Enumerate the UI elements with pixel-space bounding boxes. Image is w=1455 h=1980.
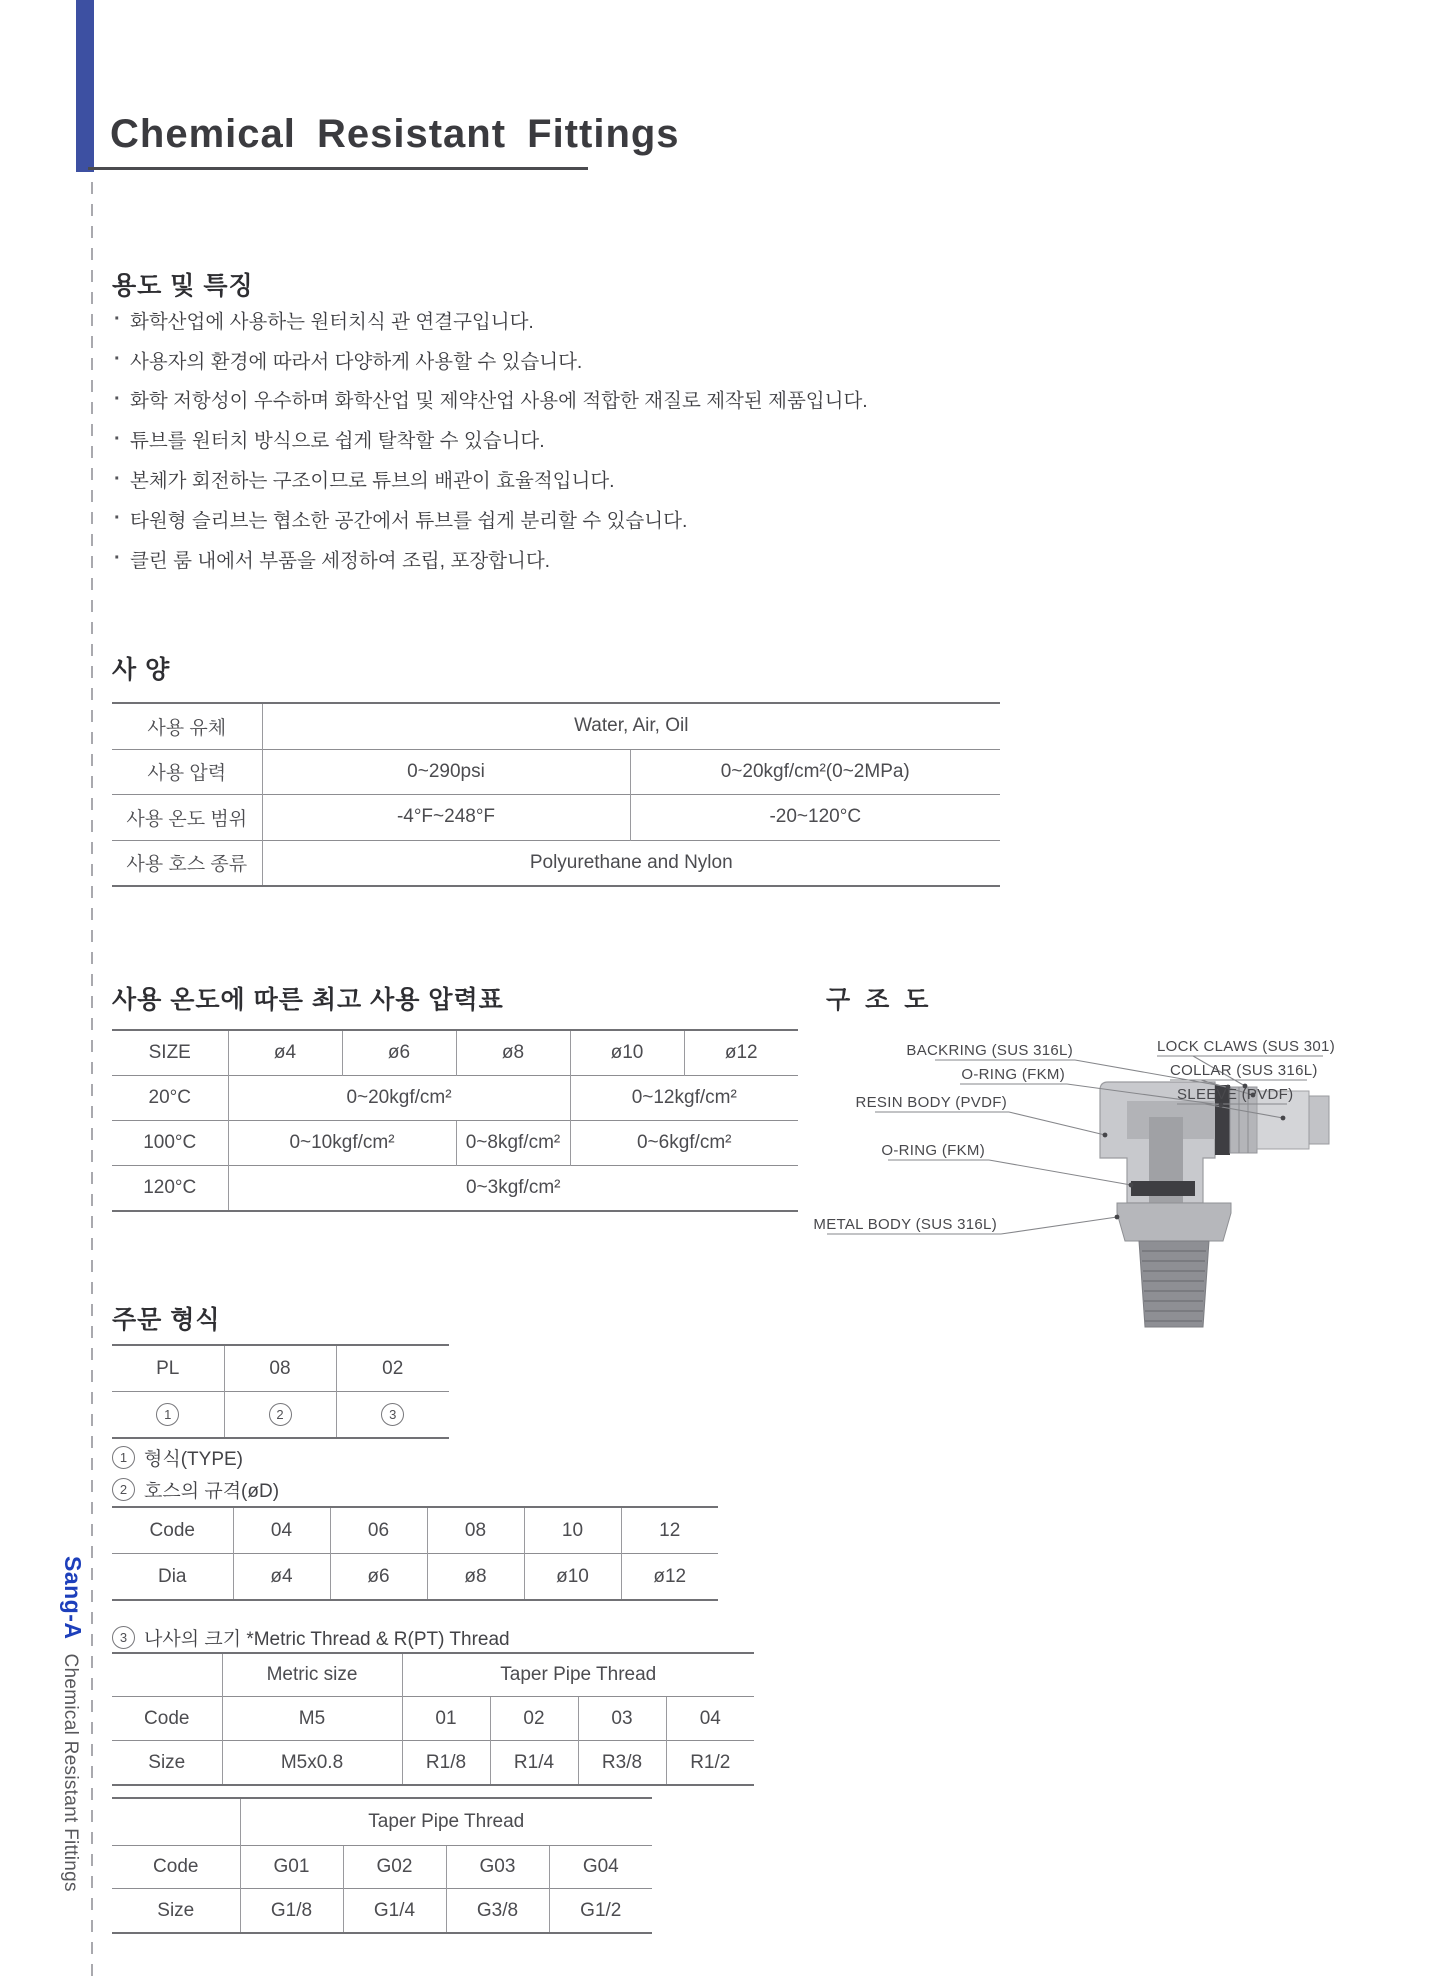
brand-logo-text: Sang-A xyxy=(60,1556,86,1640)
table-header-row xyxy=(112,1653,754,1697)
feature-text: 튜브를 원터치 방식으로 쉽게 탈착할 수 있습니다. xyxy=(130,430,545,453)
dia-cell: ø4 xyxy=(233,1554,330,1601)
sidebar-caption: Chemical Resistant Fittings xyxy=(60,1653,81,1892)
label-collar: COLLAR (SUS 316L) xyxy=(1170,1062,1318,1079)
table-row xyxy=(112,840,1000,886)
label-backring: BACKRING (SUS 316L) xyxy=(906,1042,1073,1059)
code-cell: 10 xyxy=(524,1507,621,1554)
order-pos-3 xyxy=(336,1392,449,1439)
spec-value-temp-c: -20~120°C xyxy=(630,795,1000,841)
dia-cell: ø12 xyxy=(621,1554,718,1601)
structure-heading: 구 조 도 xyxy=(826,986,933,1014)
circled-number: 2 xyxy=(112,1478,135,1501)
code-cell: 08 xyxy=(427,1507,524,1554)
order-code-thread: 02 xyxy=(336,1345,449,1392)
order-example-table xyxy=(112,1344,449,1439)
col-header-d8: ø8 xyxy=(456,1030,570,1076)
note-text: 나사의 크기 *Metric Thread & R(PT) Thread xyxy=(144,1628,510,1650)
g-code-cell: G04 xyxy=(549,1846,652,1889)
thread-size-cell: M5x0.8 xyxy=(222,1741,402,1786)
label-resin-body: RESIN BODY (PVDF) xyxy=(855,1094,1007,1111)
bullet-dot: · xyxy=(114,308,121,331)
table-row xyxy=(112,1741,754,1786)
thread-size-cell: R3/8 xyxy=(578,1741,666,1786)
col-header-d4: ø4 xyxy=(228,1030,342,1076)
feature-text: 클린 룸 내에서 부품을 세정하여 조립, 포장합니다. xyxy=(130,549,551,572)
list-item xyxy=(114,539,1364,579)
g-code-cell: G01 xyxy=(240,1846,343,1889)
circled-number: 1 xyxy=(156,1403,179,1426)
circled-number: 3 xyxy=(381,1403,404,1426)
accent-bar xyxy=(76,0,94,172)
features-heading: 용도 및 특징 xyxy=(112,272,254,300)
pressure-cell: 0~12kgf/cm² xyxy=(570,1076,798,1121)
order-pos-1 xyxy=(112,1392,224,1439)
label-sleeve: SLEEVE (PVDF) xyxy=(1177,1086,1294,1103)
spec-value-fluid: Water, Air, Oil xyxy=(262,703,1000,749)
dia-cell: ø8 xyxy=(427,1554,524,1601)
g-thread-table xyxy=(112,1797,652,1934)
col-header-size: SIZE xyxy=(112,1030,228,1076)
spec-label-hose: 사용 호스 종류 xyxy=(112,840,262,886)
bullet-dot: · xyxy=(114,467,121,490)
spec-value-pressure-psi: 0~290psi xyxy=(262,749,630,795)
circled-number: 2 xyxy=(269,1403,292,1426)
features-list xyxy=(114,300,1364,579)
row-header-120c: 120°C xyxy=(112,1166,228,1212)
g-size-cell: G3/8 xyxy=(446,1889,549,1934)
structure-diagram xyxy=(645,1025,1415,1355)
spec-label-fluid: 사용 유체 xyxy=(112,703,262,749)
list-item xyxy=(114,340,1364,380)
list-item xyxy=(114,419,1364,459)
thread-size-cell: R1/4 xyxy=(490,1741,578,1786)
list-item xyxy=(114,459,1364,499)
code-cell: 04 xyxy=(233,1507,330,1554)
pressure-cell: 0~10kgf/cm² xyxy=(228,1121,456,1166)
table-row xyxy=(112,1392,449,1439)
bullet-dot: · xyxy=(114,387,121,410)
table-row xyxy=(112,1846,652,1889)
table-row xyxy=(112,1554,718,1601)
note-text: 호스의 규격(øD) xyxy=(144,1480,280,1502)
note-text: 형식(TYPE) xyxy=(144,1448,243,1470)
g-code-cell: G02 xyxy=(343,1846,446,1889)
feature-text: 본체가 회전하는 구조이므로 튜브의 배관이 효율적입니다. xyxy=(130,470,615,493)
row-header-code: Code xyxy=(112,1846,240,1889)
table-row xyxy=(112,1697,754,1741)
order-code-type: PL xyxy=(112,1345,224,1392)
row-header-size: Size xyxy=(112,1889,240,1934)
order-code-size: 08 xyxy=(224,1345,336,1392)
spec-label-pressure: 사용 압력 xyxy=(112,749,262,795)
g-size-cell: G1/8 xyxy=(240,1889,343,1934)
pressure-cell: 0~3kgf/cm² xyxy=(228,1166,798,1212)
list-item xyxy=(114,499,1364,539)
thread-size-cell: R1/2 xyxy=(666,1741,754,1786)
table-row xyxy=(112,1345,449,1392)
circled-number: 1 xyxy=(112,1446,135,1469)
spec-label-temp: 사용 온도 범위 xyxy=(112,795,262,841)
col-header-metric: Metric size xyxy=(222,1653,402,1697)
title-underline xyxy=(88,167,588,170)
code-cell: 12 xyxy=(621,1507,718,1554)
label-metal-body: METAL BODY (SUS 316L) xyxy=(813,1216,997,1233)
pressure-cell: 0~6kgf/cm² xyxy=(570,1121,798,1166)
label-oring-left: O-RING (FKM) xyxy=(881,1142,985,1159)
row-header-100c: 100°C xyxy=(112,1121,228,1166)
order-heading: 주문 형식 xyxy=(112,1306,221,1334)
spec-table xyxy=(112,702,1000,887)
table-header-row xyxy=(112,1798,652,1846)
circled-number: 3 xyxy=(112,1626,135,1649)
table-row xyxy=(112,1507,718,1554)
table-row xyxy=(112,703,1000,749)
table-row xyxy=(112,795,1000,841)
bullet-dot: · xyxy=(114,348,121,371)
table-row xyxy=(112,1889,652,1934)
feature-text: 화학 저항성이 우수하며 화학산업 및 제약산업 사용에 적합한 재질로 제작된 제품입니다. xyxy=(130,390,868,413)
thread-size-table xyxy=(112,1652,754,1786)
margin-dashed-line xyxy=(91,182,93,1980)
thread-code-cell: M5 xyxy=(222,1697,402,1741)
order-note-3 xyxy=(112,1624,510,1650)
col-header-d10: ø10 xyxy=(570,1030,684,1076)
col-header-d6: ø6 xyxy=(342,1030,456,1076)
dia-cell: ø6 xyxy=(330,1554,427,1601)
feature-text: 화학산업에 사용하는 원터치식 관 연결구입니다. xyxy=(130,310,534,333)
col-header-d12: ø12 xyxy=(684,1030,798,1076)
row-header-dia: Dia xyxy=(112,1554,233,1601)
order-note-2 xyxy=(112,1476,279,1502)
bullet-dot: · xyxy=(114,427,121,450)
list-item xyxy=(114,380,1364,420)
dia-cell: ø10 xyxy=(524,1554,621,1601)
pressure-heading: 사용 온도에 따른 최고 사용 압력표 xyxy=(112,986,504,1014)
g-size-cell: G1/2 xyxy=(549,1889,652,1934)
thread-code-cell: 04 xyxy=(666,1697,754,1741)
fitting-drawing xyxy=(1100,1082,1329,1327)
spec-value-hose: Polyurethane and Nylon xyxy=(262,840,1000,886)
page-title: Chemical Resistant Fittings xyxy=(110,112,680,156)
pressure-cell: 0~8kgf/cm² xyxy=(456,1121,570,1166)
thread-code-cell: 03 xyxy=(578,1697,666,1741)
specs-heading: 사 양 xyxy=(112,656,171,684)
row-header-20c: 20°C xyxy=(112,1076,228,1121)
table-row xyxy=(112,749,1000,795)
thread-size-cell: R1/8 xyxy=(402,1741,490,1786)
pressure-cell: 0~20kgf/cm² xyxy=(228,1076,570,1121)
empty-cell xyxy=(112,1798,240,1846)
row-header-code: Code xyxy=(112,1507,233,1554)
spec-value-pressure-kgf: 0~20kgf/cm²(0~2MPa) xyxy=(630,749,1000,795)
row-header-code: Code xyxy=(112,1697,222,1741)
g-code-cell: G03 xyxy=(446,1846,549,1889)
empty-cell xyxy=(112,1653,222,1697)
list-item xyxy=(114,300,1364,340)
code-dia-table xyxy=(112,1506,718,1601)
col-header-taper: Taper Pipe Thread xyxy=(402,1653,754,1697)
label-lock-claws: LOCK CLAWS (SUS 301) xyxy=(1157,1038,1335,1055)
bullet-dot: · xyxy=(114,507,121,530)
thread-code-cell: 02 xyxy=(490,1697,578,1741)
col-header-taper: Taper Pipe Thread xyxy=(240,1798,652,1846)
order-pos-2 xyxy=(224,1392,336,1439)
spec-value-temp-f: -4°F~248°F xyxy=(262,795,630,841)
g-size-cell: G1/4 xyxy=(343,1889,446,1934)
bullet-dot: · xyxy=(114,547,121,570)
sidebar-vertical-text xyxy=(59,1556,86,1892)
feature-text: 사용자의 환경에 따라서 다양하게 사용할 수 있습니다. xyxy=(130,350,583,373)
feature-text: 타원형 슬리브는 협소한 공간에서 튜브를 쉽게 분리할 수 있습니다. xyxy=(130,509,688,532)
code-cell: 06 xyxy=(330,1507,427,1554)
row-header-size: Size xyxy=(112,1741,222,1786)
order-note-1 xyxy=(112,1444,243,1470)
thread-code-cell: 01 xyxy=(402,1697,490,1741)
label-oring-top: O-RING (FKM) xyxy=(961,1066,1065,1083)
